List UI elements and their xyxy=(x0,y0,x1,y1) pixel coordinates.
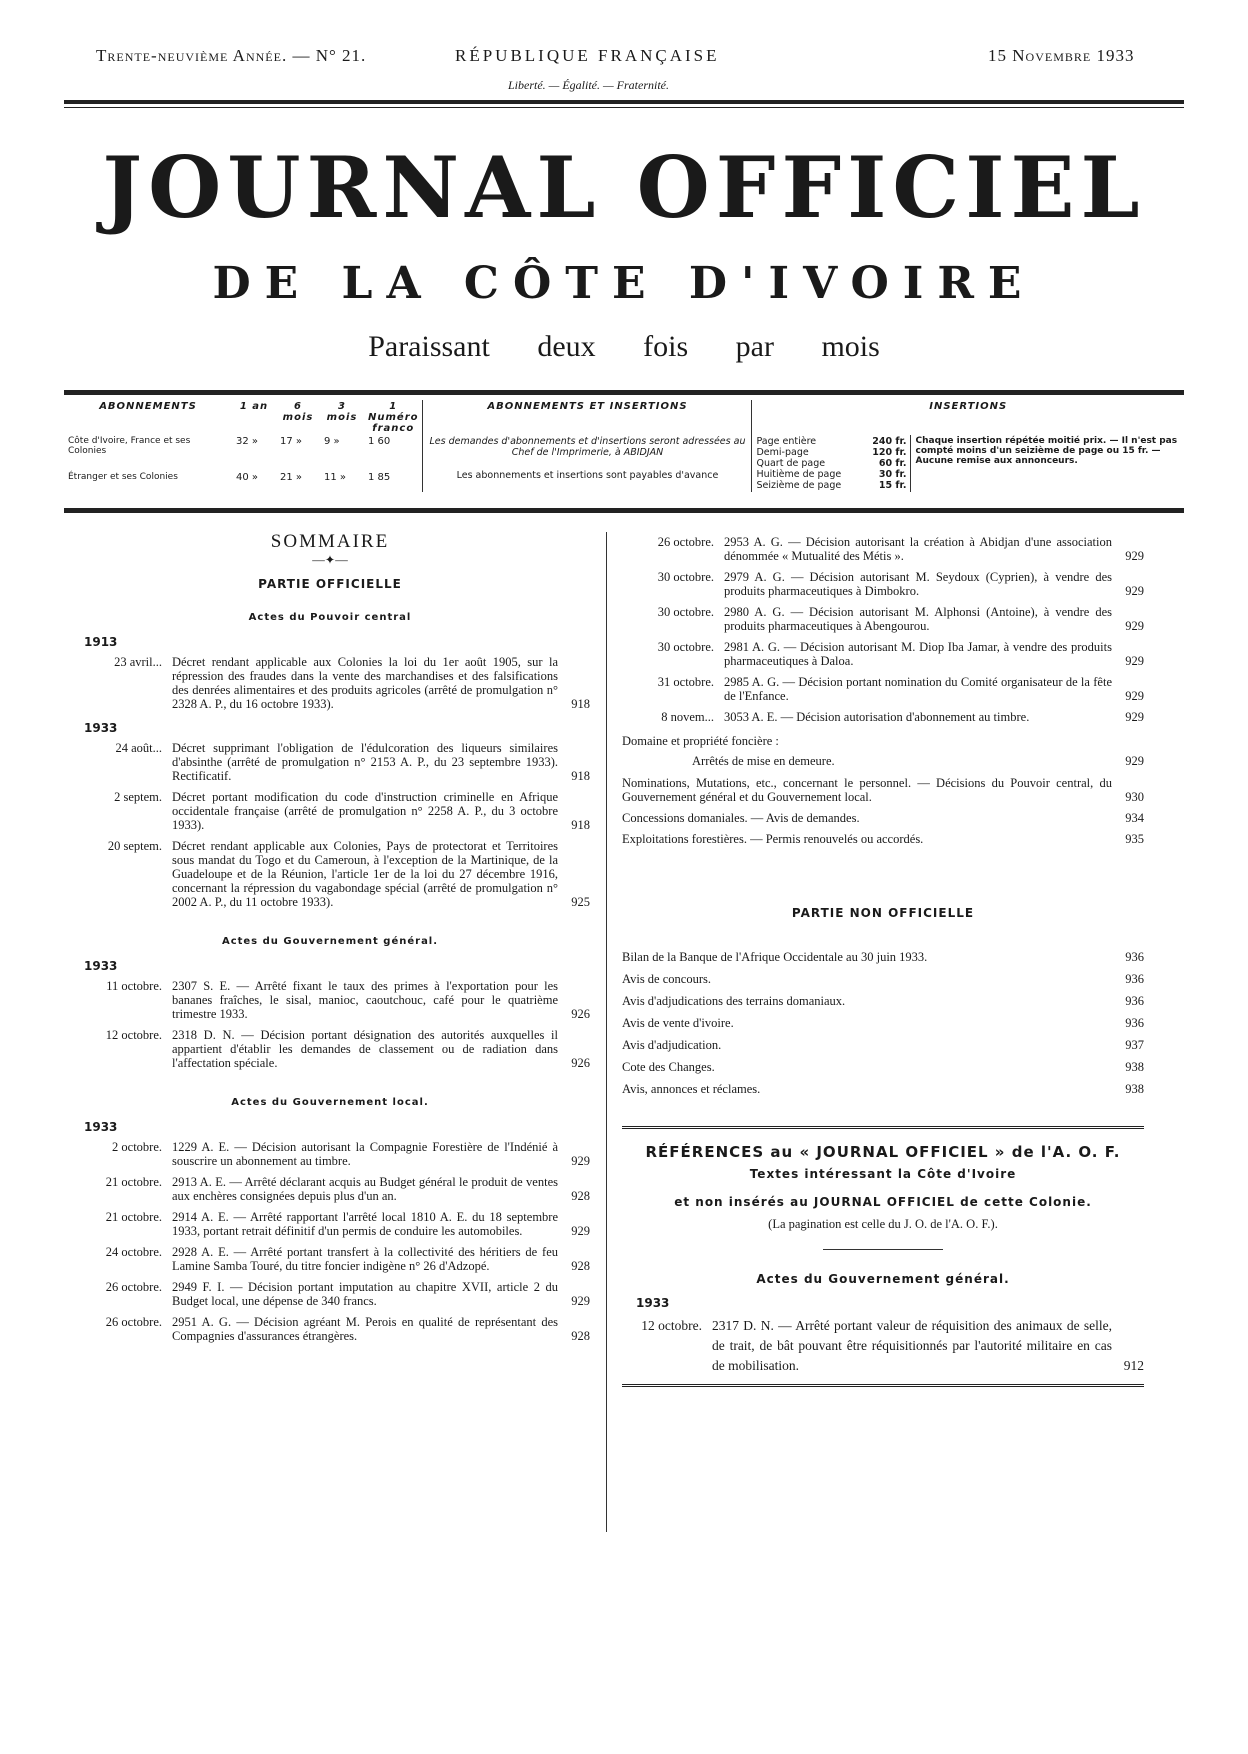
entry-page: 928 xyxy=(571,1259,590,1273)
price-3mois: 11 » xyxy=(324,471,347,483)
entry-date: 20 septem. xyxy=(107,839,162,853)
subscription-rule-top xyxy=(64,390,1184,395)
entry-page: 936 xyxy=(1125,972,1144,986)
entry-text: Décret portant modification du code d'instruction criminelle en Afrique occidentale française (arrêté de promulgation n° 2258 A. P., du 3 octobre 1933). xyxy=(172,790,558,832)
ins-label: Demi-page xyxy=(756,447,809,458)
ins-price: 120 fr. xyxy=(872,447,907,458)
list-item xyxy=(622,776,1144,804)
entry-text: Décret rendant applicable aux Colonies, Pays de protectorat et Territoires sous mandat du Togo et du Cameroun, à l'exception de la Martinique, de la Guadeloupe et de la Réunion, l'article 1er de la loi du 27 décembre 1916, concernant la répression du vagabondage spécial (arrêté de promulgation n° 2002 A. P., du 11 octobre 1933). xyxy=(172,839,558,909)
entry-page: 918 xyxy=(571,697,590,711)
list-item xyxy=(70,655,590,711)
year-1933: 1933 xyxy=(636,1296,670,1310)
entry-date: 26 octobre. xyxy=(657,535,714,549)
entry-text: 2953 A. G. — Décision autorisant la création à Abidjan d'une association dénommée « Mutualité des Métis ». xyxy=(724,535,1112,563)
journal-title: JOURNAL OFFICIEL xyxy=(102,138,1146,237)
price-6mois: 17 » xyxy=(280,436,303,447)
list-item xyxy=(70,1210,590,1238)
list-item xyxy=(70,790,590,832)
subscription-rule-bottom xyxy=(64,508,1184,513)
partie-officielle-heading: PARTIE OFFICIELLE xyxy=(258,577,402,591)
entry-date: 21 octobre. xyxy=(105,1175,162,1189)
header-rule xyxy=(64,100,1184,104)
subscription-table xyxy=(64,400,1184,492)
entry-text: Avis de vente d'ivoire. xyxy=(622,1016,734,1030)
list-item xyxy=(70,1280,590,1308)
entry-page: 938 xyxy=(1125,1060,1144,1074)
entry-date: 2 septem. xyxy=(114,790,162,804)
partie-non-officielle-heading: PARTIE NON OFFICIELLE xyxy=(791,906,975,920)
insertions-header: INSERTIONS xyxy=(752,400,1184,435)
sommaire-left-column xyxy=(70,531,590,1350)
list-item xyxy=(622,675,1144,703)
list-item xyxy=(70,839,590,909)
ins-price: 15 fr. xyxy=(878,480,907,491)
list-item xyxy=(622,710,1144,724)
entry-page: 929 xyxy=(1125,584,1144,598)
col-3mois: 3 mois xyxy=(326,401,358,423)
entry-date: 30 octobre. xyxy=(657,605,714,619)
price-1an: 40 » xyxy=(236,471,259,483)
entry-page: 929 xyxy=(571,1224,590,1238)
price-6mois: 21 » xyxy=(280,471,303,483)
list-item xyxy=(622,811,1144,825)
ins-label: Huitième de page xyxy=(756,469,842,480)
entry-text: Avis d'adjudications des terrains domaniaux. xyxy=(622,994,846,1008)
entry-date: 31 octobre. xyxy=(657,675,714,689)
pouvoir-central-heading: Actes du Pouvoir central xyxy=(248,612,412,623)
entry-page: 938 xyxy=(1125,1082,1144,1096)
ins-label: Quart de page xyxy=(756,458,826,469)
entry-page: 929 xyxy=(1125,754,1144,768)
sommaire-right-column xyxy=(622,535,1144,1387)
entry-page: 928 xyxy=(571,1329,590,1343)
entry-page: 912 xyxy=(1123,1358,1144,1373)
entry-date: 24 août... xyxy=(115,741,162,755)
entry-page: 918 xyxy=(571,769,590,783)
insertions-note: Chaque insertion répétée moitié prix. — Il n'est pas compté moins d'un seizième de page ou 15 fr. — Aucune remise aux annonceurs. xyxy=(911,435,1184,492)
list-item xyxy=(70,1028,590,1070)
entry-page: 928 xyxy=(571,1189,590,1203)
list-item xyxy=(622,1316,1144,1376)
entry-page: 918 xyxy=(571,818,590,832)
ins-label: Page entière xyxy=(756,436,817,447)
entry-text: Avis de concours. xyxy=(622,972,711,986)
price-1an: 32 » xyxy=(236,436,259,447)
motto: Liberté. — Égalité. — Fraternité. xyxy=(508,78,669,92)
entry-text: Bilan de la Banque de l'Afrique Occidentale au 30 juin 1933. xyxy=(622,950,928,964)
ins-price: 60 fr. xyxy=(878,458,907,469)
entry-page: 929 xyxy=(571,1294,590,1308)
list-item xyxy=(70,741,590,783)
subscription-payment-note: Les abonnements et insertions sont payables d'avance xyxy=(456,470,719,481)
entry-page: 937 xyxy=(1125,1038,1144,1052)
abonnements-insertions-header: ABONNEMENTS ET INSERTIONS xyxy=(423,400,752,435)
entry-date: 26 octobre. xyxy=(105,1280,162,1294)
subscription-address: Les demandes d'abonnements et d'insertions seront adressées au Chef de l'Imprimerie, à ABIDJAN xyxy=(429,436,746,458)
references-title: RÉFÉRENCES au « JOURNAL OFFICIEL » de l'A. O. F. xyxy=(645,1143,1121,1161)
entry-text: Avis, annonces et réclames. xyxy=(622,1082,761,1096)
ornament: —✦— xyxy=(312,553,348,567)
divider xyxy=(823,1249,943,1250)
entry-text: 2980 A. G. — Décision autorisant M. Alphonsi (Antoine), à vendre des produits pharmaceutiques à Abengourou. xyxy=(724,605,1112,633)
entry-text: Exploitations forestières. — Permis renouvelés ou accordés. xyxy=(622,832,924,846)
list-item xyxy=(622,832,1144,846)
entry-date: 11 octobre. xyxy=(106,979,162,993)
list-item xyxy=(70,1175,590,1203)
sommaire-title: SOMMAIRE xyxy=(270,531,390,552)
entry-date: 21 octobre. xyxy=(105,1210,162,1224)
list-item xyxy=(622,640,1144,668)
year-1933: 1933 xyxy=(84,721,118,735)
entry-text: 2318 D. N. — Décision portant désignation des autorités auxquelles il appartient d'établir les demandes de classement ou de radiation dans l'affectation spéciale. xyxy=(172,1028,558,1070)
entry-date: 30 octobre. xyxy=(657,640,714,654)
entry-date: 12 octobre. xyxy=(105,1028,162,1042)
col-6mois: 6 mois xyxy=(282,401,314,423)
issue-date: 15 Novembre 1933 xyxy=(988,46,1135,65)
column-separator xyxy=(606,532,607,1532)
entry-date: 30 octobre. xyxy=(657,570,714,584)
entry-text: 2317 D. N. — Arrêté portant valeur de réquisition des animaux de selle, de trait, de bât pouvant être réquisitionnés par l'autorité militaire en cas de mobilisation. xyxy=(712,1318,1112,1373)
entry-text: Nominations, Mutations, etc., concernant le personnel. — Décisions du Pouvoir central, du Gouvernement général et du Gouvernement local. xyxy=(622,776,1112,804)
entry-page: 934 xyxy=(1125,811,1144,825)
list-item xyxy=(70,1140,590,1168)
domaine-heading: Domaine et propriété foncière : xyxy=(622,734,779,748)
entry-page: 936 xyxy=(1125,994,1144,1008)
row-cote-ivoire: Côte d'Ivoire, France et ses Colonies xyxy=(68,436,191,456)
entry-text: 1229 A. E. — Décision autorisant la Compagnie Forestière de l'Indénié à souscrire un abonnement au timbre. xyxy=(172,1140,558,1168)
list-item xyxy=(70,979,590,1021)
entry-page: 929 xyxy=(1125,619,1144,633)
references-subtitle: Textes intéressant la Côte d'Ivoire xyxy=(749,1167,1017,1181)
entry-text: 2949 F. I. — Décision portant imputation au chapitre XVII, article 2 du Budget local, une dépense de 340 francs. xyxy=(172,1280,558,1308)
entry-page: 926 xyxy=(571,1056,590,1070)
ins-price: 240 fr. xyxy=(872,436,907,447)
entry-page: 929 xyxy=(1125,710,1144,724)
row-etranger: Étranger et ses Colonies xyxy=(68,471,178,482)
entry-page: 929 xyxy=(571,1154,590,1168)
entry-text: 2979 A. G. — Décision autorisant M. Seydoux (Cyprien), à vendre des produits pharmaceutiques à Dimbokro. xyxy=(724,570,1112,598)
price-numero: 1 85 xyxy=(368,471,391,483)
col-1an: 1 an xyxy=(239,401,269,412)
references-subtitle2: et non insérés au JOURNAL OFFICIEL de cette Colonie. xyxy=(674,1195,1092,1209)
entry-date: 26 octobre. xyxy=(105,1315,162,1329)
list-item xyxy=(622,605,1144,633)
entry-text: Décret rendant applicable aux Colonies la loi du 1er août 1905, sur la répression des fraudes dans la vente des marchandises et des falsifications des denrées alimentaires et des produits agricoles (arrêté de promulgation n° 2328 A. P., du 16 octobre 1933). xyxy=(172,655,558,711)
abonnements-header: ABONNEMENTS xyxy=(99,401,197,412)
entry-page: 929 xyxy=(1125,654,1144,668)
entry-page: 935 xyxy=(1125,832,1144,846)
entry-text: 2951 A. G. — Décision agréant M. Perois en qualité de représentant des Compagnies d'assurances étrangères. xyxy=(172,1315,558,1343)
list-item xyxy=(70,1245,590,1273)
references-note: (La pagination est celle du J. O. de l'A. O. F.). xyxy=(768,1217,998,1231)
entry-date: 8 novem... xyxy=(661,710,714,724)
entry-text: 2307 S. E. — Arrêté fixant le taux des primes à l'exportation pour les bananes fraîches, le sisal, manioc, caoutchouc, café pour le quatrième trimestre 1933. xyxy=(172,979,558,1021)
entry-text: 3053 A. E. — Décision autorisation d'abonnement au timbre. xyxy=(724,710,1030,724)
header-rule-thin xyxy=(64,107,1184,108)
col-numero: 1 Numéro franco xyxy=(368,401,419,434)
entry-page: 930 xyxy=(1125,790,1144,804)
entry-date: 24 octobre. xyxy=(105,1245,162,1259)
entry-date: 23 avril... xyxy=(114,655,162,669)
entry-text: 2928 A. E. — Arrêté portant transfert à la collectivité des héritiers de feu Lamine Samba Touré, du titre foncier indigène n° 26 d'Adzopé. xyxy=(172,1245,558,1273)
list-item xyxy=(622,535,1144,563)
year-1913: 1913 xyxy=(84,635,118,649)
entry-date: 2 octobre. xyxy=(112,1140,162,1154)
journal-subtitle: DE LA CÔTE D'IVOIRE xyxy=(212,258,1036,309)
list-item xyxy=(622,570,1144,598)
entry-text: 2913 A. E. — Arrêté déclarant acquis au Budget général le produit de ventes aux enchères consignées depuis plus d'un an. xyxy=(172,1175,558,1203)
gouv-local-heading: Actes du Gouvernement local. xyxy=(231,1097,429,1108)
entry-page: 936 xyxy=(1125,950,1144,964)
entry-text: 2914 A. E. — Arrêté rapportant l'arrêté local 1810 A. E. du 18 septembre 1933, portant retrait définitif d'un permis de conduire les automobiles. xyxy=(172,1210,558,1238)
entry-text: Concessions domaniales. — Avis de demandes. xyxy=(622,811,860,825)
issue-info: Trente-neuvième Année. — N° 21. xyxy=(96,46,367,65)
entry-date: 12 octobre. xyxy=(641,1318,702,1333)
entry-text: 2981 A. G. — Décision autorisant M. Diop Iba Jamar, à vendre des produits pharmaceutiques à Daloa. xyxy=(724,640,1112,668)
references-section xyxy=(622,1126,1144,1387)
entry-page: 925 xyxy=(571,895,590,909)
entry-text: Cote des Changes. xyxy=(622,1060,715,1074)
year-1933: 1933 xyxy=(84,1120,118,1134)
ins-label: Seizième de page xyxy=(756,480,842,491)
journal-frequency: Paraissant deux fois par mois xyxy=(368,330,880,363)
domaine-item: Arrêtés de mise en demeure. xyxy=(692,754,835,768)
entry-page: 929 xyxy=(1125,549,1144,563)
entry-text: Avis d'adjudication. xyxy=(622,1038,722,1052)
gouv-general-heading: Actes du Gouvernement général. xyxy=(221,936,439,947)
year-1933: 1933 xyxy=(84,959,118,973)
entry-text: Décret supprimant l'obligation de l'édulcoration des liqueurs similaires d'absinthe (arrêté de promulgation n° 2153 A. P., du 23 septembre 1933). Rectificatif. xyxy=(172,741,558,783)
price-numero: 1 60 xyxy=(368,436,391,447)
list-item xyxy=(70,1315,590,1343)
entry-page: 929 xyxy=(1125,689,1144,703)
price-3mois: 9 » xyxy=(324,436,340,447)
entry-page: 936 xyxy=(1125,1016,1144,1030)
ins-price: 30 fr. xyxy=(878,469,907,480)
entry-text: 2985 A. G. — Décision portant nomination du Comité organisateur de la fête de l'Enfance. xyxy=(724,675,1112,703)
references-section-heading: Actes du Gouvernement général. xyxy=(756,1272,1010,1286)
references-bottom-rule xyxy=(622,1384,1144,1387)
entry-page: 926 xyxy=(571,1007,590,1021)
republic-title: RÉPUBLIQUE FRANÇAISE xyxy=(455,46,720,65)
